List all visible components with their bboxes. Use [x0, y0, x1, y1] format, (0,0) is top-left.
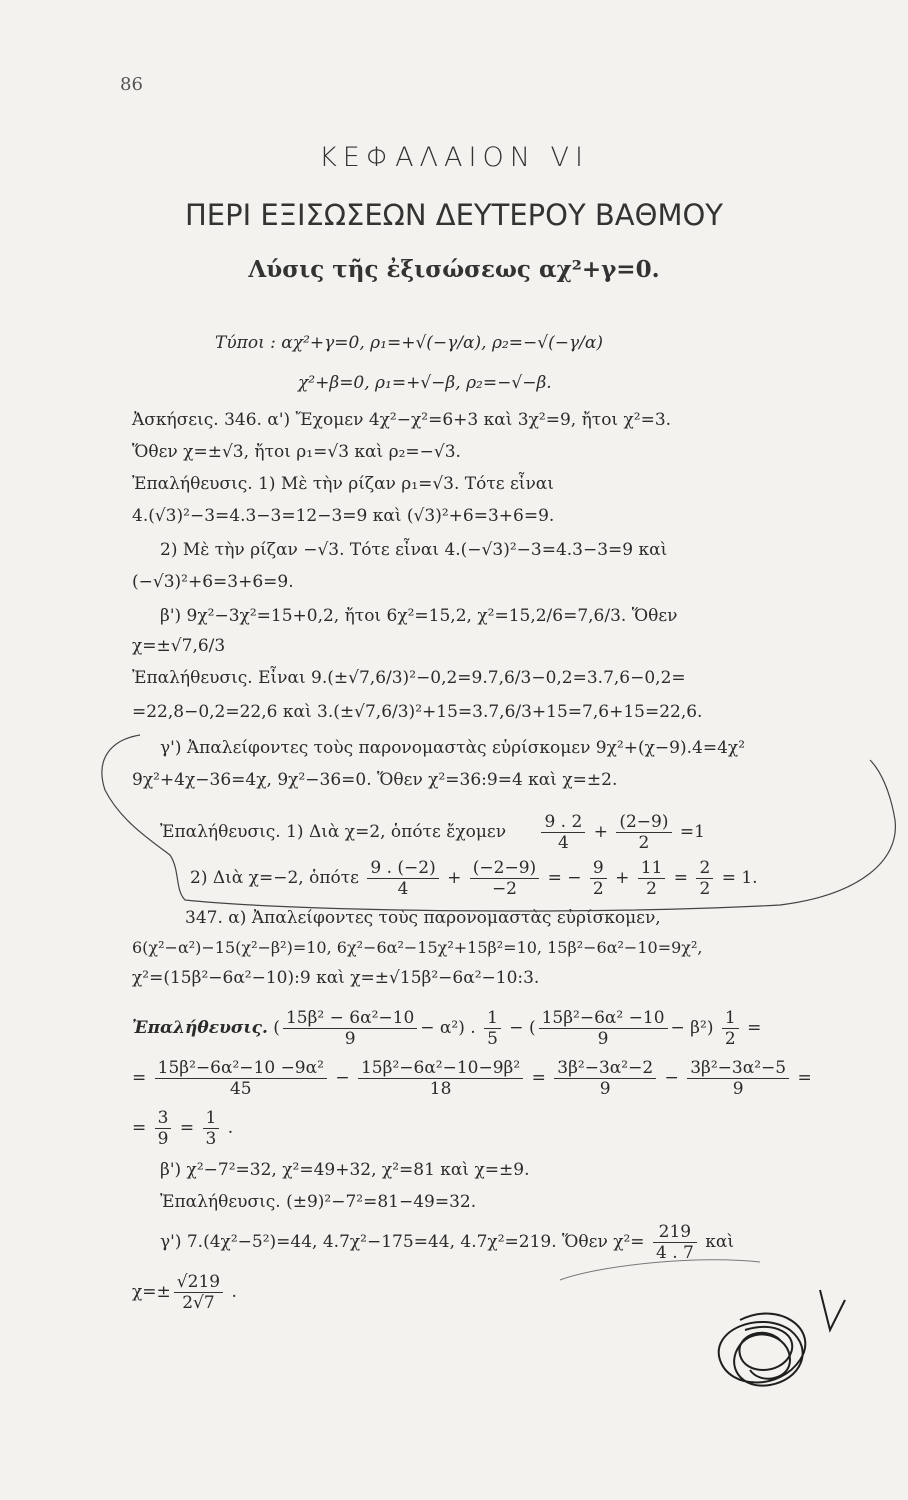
page-number: 86 [120, 74, 143, 95]
equation-line [160, 1222, 734, 1263]
fraction [174, 1272, 223, 1313]
chapter-title: ΠΕΡΙ ΕΞΙΣΩΣΕΩΝ ΔΕΥΤΕΡΟΥ ΒΑΘΜΟΥ [184, 198, 724, 232]
text-line: Ὅθεν χ=±√3, ἤτοι ρ₁=√3 καὶ ρ₂=−√3. [132, 442, 461, 462]
numerator: (2−9) [616, 812, 671, 833]
denominator: 18 [429, 1079, 452, 1099]
denominator: 4 . 7 [655, 1243, 694, 1263]
denominator: 2 [638, 833, 650, 853]
text-segment: καὶ [705, 1232, 734, 1252]
text-line: χ²=(15β²−6α²−10):9 καὶ χ=±√15β²−6α²−10:3. [132, 968, 540, 988]
text-line: (−√3)²+6=3+6=9. [132, 572, 294, 592]
denominator: 9 [599, 1079, 611, 1099]
verification-line: Ἐπαλήθευσις. ( $\frac{\text{15β² − 6α²−10}}{9}$ − α²) . $\frac{1}{5}$ − ( $\frac{\text{15β²−6α² −10}}{9}$ − β²) $\frac{1}{2}$ = [132, 1008, 762, 1049]
fraction [541, 812, 585, 853]
numerator: 15β²−6α²−10−9β² [358, 1058, 523, 1079]
numerator: 15β² − 6α²−10 [283, 1008, 417, 1029]
result: =1 [679, 822, 705, 842]
fraction [554, 1058, 656, 1099]
text-line: 4.(√3)²−3=4.3−3=12−3=9 καὶ (√3)²+6=3+6=9. [132, 506, 555, 526]
fraction [470, 858, 539, 899]
numerator: 1 [722, 1008, 739, 1029]
denominator: 2 [592, 879, 604, 899]
fraction [653, 1222, 697, 1263]
term: − β² [670, 1018, 707, 1038]
fraction [722, 1008, 739, 1049]
verification-line: 2) Διὰ χ=−2, ὁπότε $\frac{9 . (-2)}{4}$ + $\frac{(-2-9)}{-2}$ = − $\frac{9}{2}$ + $\frac{11}{2}$ = $\frac{2}{2}$ = 1. [190, 858, 758, 899]
text-segment: χ=± [132, 1282, 171, 1302]
denominator: 9 [344, 1029, 356, 1049]
equation-line: = $\frac{\text{15β²−6α²−10 −9α²}}{45}$ − $\frac{\text{15β²−6α²−10−9β²}}{18}$ = $\frac{\text{3β²−3α²−2}}{9}$ − $\frac{\text{3β²−3α²−5}}{9}$ = [132, 1058, 812, 1099]
fraction [367, 858, 438, 899]
text-line: 9χ²+4χ−36=4χ, 9χ²−36=0. Ὅθεν χ²=36:9=4 καὶ χ=±2. [132, 770, 618, 790]
exercise-346-line: Ἀσκήσεις. 346. α') Ἔχομεν 4χ²−χ²=6+3 καὶ 3χ²=9, ἤτοι χ²=3. [132, 410, 672, 430]
denominator: 9 [597, 1029, 609, 1049]
chapter-heading: ΚΕΦΑΛΑΙΟΝ VI [319, 142, 589, 173]
numerator: 3β²−3α²−5 [687, 1058, 789, 1079]
fraction [539, 1008, 668, 1049]
numerator: 1 [484, 1008, 501, 1029]
denominator: 9 [732, 1079, 744, 1099]
fraction [155, 1058, 327, 1099]
verification-label: Ἐπαλήθευσις. [132, 1018, 268, 1038]
denominator: 9 [157, 1129, 169, 1149]
denominator: 2√7 [182, 1293, 215, 1313]
numerator: 3 [155, 1108, 172, 1129]
denominator: 45 [229, 1079, 252, 1099]
fraction [283, 1008, 417, 1049]
numerator: 9 . (−2) [367, 858, 438, 879]
text-line: β') 9χ²−3χ²=15+0,2, ἤτοι 6χ²=15,2, χ²=15,2/6=7,6/3. Ὅθεν [160, 606, 678, 626]
fraction [638, 858, 666, 899]
text-line: γ') Ἀπαλείφοντες τοὺς παρονομαστὰς εὑρίσκομεν 9χ²+(χ−9).4=4χ² [160, 738, 746, 758]
denominator: 2 [724, 1029, 736, 1049]
equation-line: χ=± $\frac{√219}{2√7}$ . [132, 1272, 237, 1313]
fraction [203, 1108, 220, 1149]
text-line: Ἐπαλήθευσις. Εἶναι 9.(±√7,6/3)²−0,2=9.7,6/3−0,2=3.7,6−0,2= [132, 668, 686, 688]
verification-label: 2) Διὰ χ=−2, ὁπότε [190, 868, 359, 888]
numerator: 2 [696, 858, 713, 879]
fraction [484, 1008, 501, 1049]
text-line: Ἐπαλήθευσις. 1) Μὲ τὴν ρίζαν ρ₁=√3. Τότε εἶναι [132, 474, 554, 494]
numerator: √219 [174, 1272, 223, 1293]
numerator: 15β²−6α²−10 −9α² [155, 1058, 327, 1079]
denominator: 4 [557, 833, 569, 853]
exercise-347-line: 347. α) Ἀπαλείφοντες τοὺς παρονομαστὰς εὑρίσκομεν, [185, 908, 661, 928]
text-line: =22,8−0,2=22,6 καὶ 3.(±√7,6/3)²+15=3.7,6/3+15=7,6+15=22,6. [132, 702, 703, 722]
fraction [590, 858, 607, 899]
numerator: 15β²−6α² −10 [539, 1008, 668, 1029]
text-line: β') χ²−7²=32, χ²=49+32, χ²=81 καὶ χ=±9. [160, 1160, 530, 1180]
verification-line: Ἐπαλήθευσις. 1) Διὰ χ=2, ὁπότε ἔχομεν $\frac{9 . 2}{4}$ + $\frac{(2-9)}{2}$ =1 [160, 812, 705, 853]
fraction [155, 1108, 172, 1149]
section-subtitle: Λύσις τῆς ἐξισώσεως αχ²+γ=0. [248, 256, 660, 283]
numerator: 11 [638, 858, 666, 879]
verification-label: Ἐπαλήθευσις. 1) Διὰ χ=2, ὁπότε ἔχομεν [160, 822, 507, 842]
result: = 1. [721, 868, 758, 888]
term: − α² [420, 1018, 459, 1038]
denominator: 2 [646, 879, 657, 899]
scribble-signature [719, 1290, 845, 1386]
text-segment: γ') 7.(4χ²−5²)=44, 4.7χ²−175=44, 4.7χ²=219. Ὅθεν χ²= [160, 1232, 645, 1252]
numerator: 9 [590, 858, 607, 879]
equation-line: = $\frac{3}{9}$ = $\frac{1}{3}$ . [132, 1108, 234, 1149]
fraction [687, 1058, 789, 1099]
numerator: 219 [653, 1222, 697, 1243]
denominator: 3 [205, 1129, 217, 1149]
numerator: 1 [203, 1108, 220, 1129]
fraction [696, 858, 713, 899]
denominator: −2 [491, 879, 517, 899]
text-line: χ=±√7,6/3 [132, 636, 226, 656]
numerator: 3β²−3α²−2 [554, 1058, 656, 1079]
text-line: 6(χ²−α²)−15(χ²−β²)=10, 6χ²−6α²−15χ²+15β²=10, 15β²−6α²−10=9χ², [132, 938, 703, 957]
numerator: 9 . 2 [541, 812, 585, 833]
denominator: 2 [699, 879, 711, 899]
fraction [616, 812, 671, 853]
formulas-line-2: χ²+β=0, ρ₁=+√−β, ρ₂=−√−β. [298, 373, 552, 393]
numerator: (−2−9) [470, 858, 539, 879]
formulas-line-1: Τύποι : αχ²+γ=0, ρ₁=+√(−γ/α), ρ₂=−√(−γ/α) [215, 333, 603, 353]
text-line: 2) Μὲ τὴν ρίζαν −√3. Τότε εἶναι 4.(−√3)²−3=4.3−3=9 καὶ [160, 540, 668, 560]
denominator: 5 [487, 1029, 498, 1049]
denominator: 4 [397, 879, 409, 899]
text-line: Ἐπαλήθευσις. (±9)²−7²=81−49=32. [160, 1192, 477, 1212]
fraction [358, 1058, 523, 1099]
